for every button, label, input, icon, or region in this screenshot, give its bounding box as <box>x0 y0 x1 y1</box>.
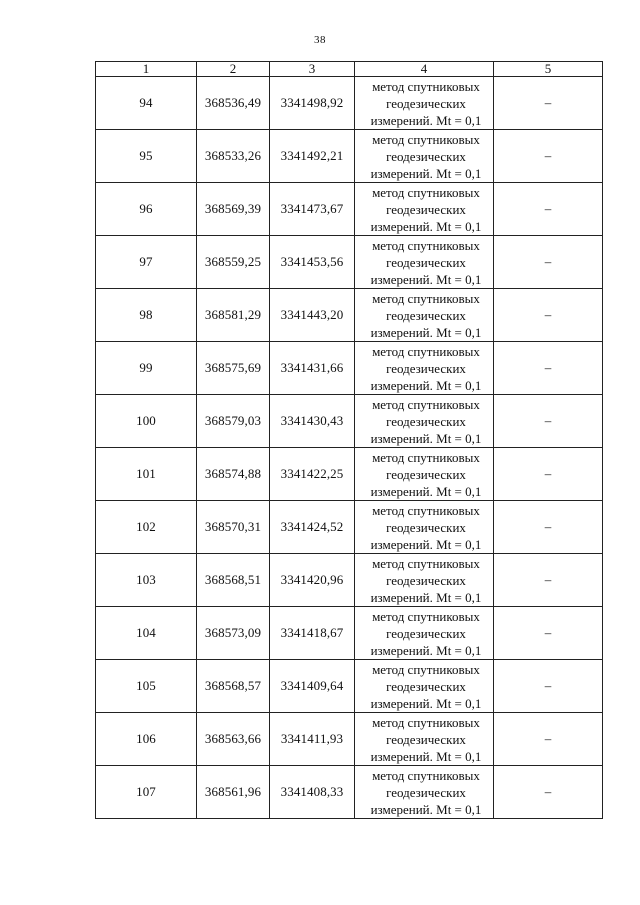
y-coordinate-cell: 3341418,67 <box>270 607 355 660</box>
method-cell <box>355 77 494 130</box>
x-coordinate-cell: 368536,49 <box>197 77 270 130</box>
header-col-5: 5 <box>494 62 603 77</box>
method-line: геодезических <box>386 413 466 429</box>
table-row <box>96 130 603 183</box>
method-line: измерений. Mt = 0,1 <box>370 801 482 817</box>
table-row <box>96 660 603 713</box>
y-coordinate-cell: 3341411,93 <box>270 713 355 766</box>
table-row <box>96 342 603 395</box>
table-row <box>96 501 603 554</box>
table-row <box>96 395 603 448</box>
note-cell: – <box>494 448 603 501</box>
point-number-cell: 100 <box>96 395 197 448</box>
method-line: измерений. Mt = 0,1 <box>370 430 482 446</box>
method-line: измерений. Mt = 0,1 <box>370 271 482 287</box>
method-line: метод спутниковых <box>372 78 480 94</box>
note-cell: – <box>494 236 603 289</box>
method-cell <box>355 395 494 448</box>
method-line: метод спутниковых <box>372 714 480 730</box>
note-cell: – <box>494 77 603 130</box>
method-line: измерений. Mt = 0,1 <box>370 324 482 340</box>
method-line: геодезических <box>386 519 466 535</box>
method-line: метод спутниковых <box>372 237 480 253</box>
method-line: геодезических <box>386 625 466 641</box>
y-coordinate-cell: 3341430,43 <box>270 395 355 448</box>
method-line: измерений. Mt = 0,1 <box>370 748 482 764</box>
method-line: геодезических <box>386 307 466 323</box>
method-line: метод спутниковых <box>372 661 480 677</box>
note-cell: – <box>494 766 603 819</box>
table-row <box>96 554 603 607</box>
point-number-cell: 96 <box>96 183 197 236</box>
x-coordinate-cell: 368559,25 <box>197 236 270 289</box>
y-coordinate-cell: 3341443,20 <box>270 289 355 342</box>
x-coordinate-cell: 368579,03 <box>197 395 270 448</box>
table-row <box>96 766 603 819</box>
method-line: метод спутниковых <box>372 184 480 200</box>
method-cell <box>355 342 494 395</box>
x-coordinate-cell: 368568,57 <box>197 660 270 713</box>
method-line: измерений. Mt = 0,1 <box>370 218 482 234</box>
page-number: 38 <box>314 34 326 46</box>
table-body <box>96 77 603 819</box>
note-cell: – <box>494 660 603 713</box>
method-cell <box>355 448 494 501</box>
table-row <box>96 713 603 766</box>
y-coordinate-cell: 3341420,96 <box>270 554 355 607</box>
header-col-4: 4 <box>355 62 494 77</box>
table-row <box>96 448 603 501</box>
method-line: геодезических <box>386 678 466 694</box>
method-cell <box>355 607 494 660</box>
header-col-3: 3 <box>270 62 355 77</box>
method-line: измерений. Mt = 0,1 <box>370 112 482 128</box>
header-row <box>96 62 603 77</box>
method-line: измерений. Mt = 0,1 <box>370 377 482 393</box>
y-coordinate-cell: 3341431,66 <box>270 342 355 395</box>
method-line: геодезических <box>386 254 466 270</box>
method-line: метод спутниковых <box>372 131 480 147</box>
method-line: геодезических <box>386 148 466 164</box>
method-line: метод спутниковых <box>372 449 480 465</box>
x-coordinate-cell: 368563,66 <box>197 713 270 766</box>
method-line: геодезических <box>386 784 466 800</box>
method-line: измерений. Mt = 0,1 <box>370 536 482 552</box>
method-line: метод спутниковых <box>372 396 480 412</box>
method-line: измерений. Mt = 0,1 <box>370 642 482 658</box>
method-line: геодезических <box>386 201 466 217</box>
method-line: геодезических <box>386 95 466 111</box>
point-number-cell: 101 <box>96 448 197 501</box>
x-coordinate-cell: 368533,26 <box>197 130 270 183</box>
method-cell <box>355 501 494 554</box>
method-line: измерений. Mt = 0,1 <box>370 483 482 499</box>
x-coordinate-cell: 368581,29 <box>197 289 270 342</box>
y-coordinate-cell: 3341409,64 <box>270 660 355 713</box>
method-line: метод спутниковых <box>372 502 480 518</box>
table-row <box>96 607 603 660</box>
x-coordinate-cell: 368573,09 <box>197 607 270 660</box>
method-line: метод спутниковых <box>372 343 480 359</box>
y-coordinate-cell: 3341422,25 <box>270 448 355 501</box>
x-coordinate-cell: 368569,39 <box>197 183 270 236</box>
x-coordinate-cell: 368575,69 <box>197 342 270 395</box>
note-cell: – <box>494 395 603 448</box>
table-header <box>96 62 603 77</box>
x-coordinate-cell: 368561,96 <box>197 766 270 819</box>
method-line: геодезических <box>386 731 466 747</box>
note-cell: – <box>494 130 603 183</box>
note-cell: – <box>494 342 603 395</box>
method-cell <box>355 660 494 713</box>
point-number-cell: 97 <box>96 236 197 289</box>
point-number-cell: 107 <box>96 766 197 819</box>
y-coordinate-cell: 3341424,52 <box>270 501 355 554</box>
x-coordinate-cell: 368574,88 <box>197 448 270 501</box>
method-cell <box>355 289 494 342</box>
table-row <box>96 289 603 342</box>
point-number-cell: 106 <box>96 713 197 766</box>
method-cell <box>355 130 494 183</box>
table-row <box>96 236 603 289</box>
y-coordinate-cell: 3341498,92 <box>270 77 355 130</box>
method-cell <box>355 236 494 289</box>
point-number-cell: 102 <box>96 501 197 554</box>
point-number-cell: 98 <box>96 289 197 342</box>
table-row <box>96 183 603 236</box>
y-coordinate-cell: 3341453,56 <box>270 236 355 289</box>
method-line: метод спутниковых <box>372 767 480 783</box>
method-line: метод спутниковых <box>372 555 480 571</box>
header-col-2: 2 <box>197 62 270 77</box>
method-line: метод спутниковых <box>372 290 480 306</box>
method-line: геодезических <box>386 572 466 588</box>
y-coordinate-cell: 3341473,67 <box>270 183 355 236</box>
point-number-cell: 94 <box>96 77 197 130</box>
method-line: геодезических <box>386 360 466 376</box>
note-cell: – <box>494 183 603 236</box>
table-row <box>96 77 603 130</box>
note-cell: – <box>494 713 603 766</box>
y-coordinate-cell: 3341492,21 <box>270 130 355 183</box>
method-cell <box>355 713 494 766</box>
note-cell: – <box>494 607 603 660</box>
y-coordinate-cell: 3341408,33 <box>270 766 355 819</box>
method-line: измерений. Mt = 0,1 <box>370 695 482 711</box>
point-number-cell: 99 <box>96 342 197 395</box>
note-cell: – <box>494 289 603 342</box>
method-cell <box>355 554 494 607</box>
point-number-cell: 104 <box>96 607 197 660</box>
x-coordinate-cell: 368570,31 <box>197 501 270 554</box>
point-number-cell: 105 <box>96 660 197 713</box>
method-line: геодезических <box>386 466 466 482</box>
point-number-cell: 103 <box>96 554 197 607</box>
header-col-1: 1 <box>96 62 197 77</box>
x-coordinate-cell: 368568,51 <box>197 554 270 607</box>
method-line: метод спутниковых <box>372 608 480 624</box>
method-cell <box>355 766 494 819</box>
note-cell: – <box>494 501 603 554</box>
method-line: измерений. Mt = 0,1 <box>370 165 482 181</box>
method-line: измерений. Mt = 0,1 <box>370 589 482 605</box>
note-cell: – <box>494 554 603 607</box>
method-cell <box>355 183 494 236</box>
point-number-cell: 95 <box>96 130 197 183</box>
coordinates-table <box>95 61 603 819</box>
